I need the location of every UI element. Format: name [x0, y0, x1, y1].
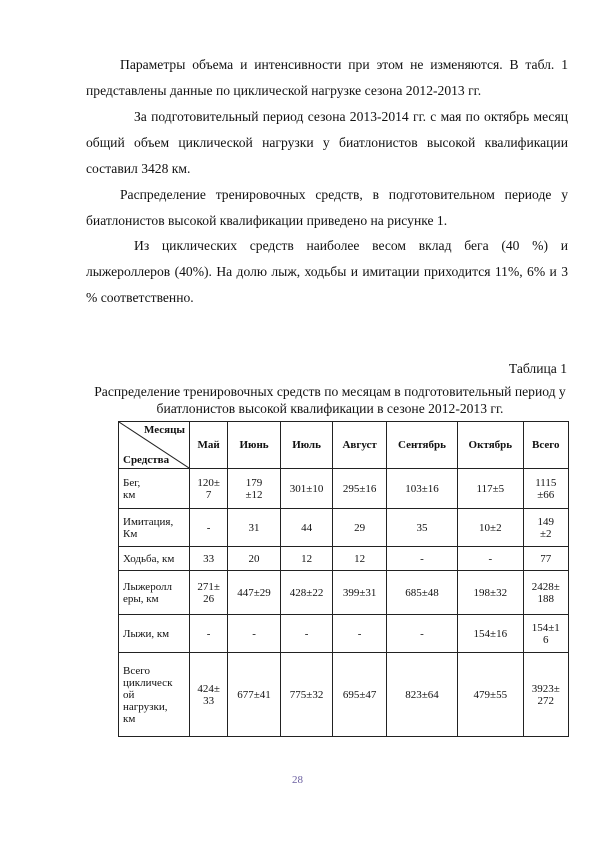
training-table [118, 421, 569, 737]
table-cell: 154±16 [458, 615, 523, 653]
table-cell: 103±16 [386, 469, 457, 509]
table-cell: 198±32 [458, 571, 523, 615]
paragraph-1: Параметры объема и интенсивности при этом не изменяются. В табл. 1 представлены данные по циклической нагрузке сезона 2012-2013 гг. [86, 57, 568, 98]
table-cell: 154±1 6 [523, 615, 568, 653]
table-caption: Распределение тренировочных средств по месяцам в подготовительный период у биатлонистов высокой квалификации в сезоне 2012-2013 гг. [94, 384, 566, 416]
corner-label-means: Средства [123, 454, 170, 466]
row-label: Лыжи, км [119, 615, 190, 653]
row-label: Всего циклическ ой нагрузки, км [119, 653, 190, 737]
table-cell: 29 [333, 509, 387, 547]
column-header: Всего [523, 422, 568, 469]
table-cell: - [458, 547, 523, 571]
column-header: Июнь [228, 422, 281, 469]
table-cell: 399±31 [333, 571, 387, 615]
table-cell: - [190, 615, 228, 653]
table-cell: 31 [228, 509, 281, 547]
table-cell: 447±29 [228, 571, 281, 615]
paragraph-4: Из циклических средств наиболее весом вклад бега (40 %) и лыжероллеров (40%). На долю лыж, ходьбы и имитации приходится 11%, 6% и 3 % соответственно. [86, 238, 568, 305]
table-cell: 677±41 [228, 653, 281, 737]
table-row [119, 547, 569, 571]
table-cell: - [190, 509, 228, 547]
table-cell: 44 [280, 509, 333, 547]
corner-label-months: Месяцы [143, 424, 185, 436]
table-cell: 823±64 [386, 653, 457, 737]
table-cell: 775±32 [280, 653, 333, 737]
column-header: Сентябрь [386, 422, 457, 469]
table-cell: - [386, 547, 457, 571]
table-cell: 295±16 [333, 469, 387, 509]
table-cell: 428±22 [280, 571, 333, 615]
table-cell: 479±55 [458, 653, 523, 737]
table-cell: 2428± 188 [523, 571, 568, 615]
row-label: Бег, км [119, 469, 190, 509]
table-cell: 685±48 [386, 571, 457, 615]
table-row [119, 571, 569, 615]
table-cell: 3923± 272 [523, 653, 568, 737]
row-label: Имитация, Км [119, 509, 190, 547]
table-row [119, 615, 569, 653]
table-cell: 20 [228, 547, 281, 571]
table-cell: 301±10 [280, 469, 333, 509]
table-cell: - [280, 615, 333, 653]
table-cell: 10±2 [458, 509, 523, 547]
table-row [119, 469, 569, 509]
table-cell: - [333, 615, 387, 653]
table-cell: 271± 26 [190, 571, 228, 615]
table-cell: 695±47 [333, 653, 387, 737]
table-cell: 33 [190, 547, 228, 571]
table-row [119, 509, 569, 547]
table-cell: 117±5 [458, 469, 523, 509]
column-header: Май [190, 422, 228, 469]
table-cell: 120± 7 [190, 469, 228, 509]
table-header-row [119, 422, 569, 469]
paragraph-2: За подготовительный период сезона 2013-2014 гг. с мая по октябрь месяц общий объем циклической нагрузки у биатлонистов высокой квалификации составил 3428 км. [86, 109, 568, 176]
paragraph-3: Распределение тренировочных средств, в подготовительном периоде у биатлонистов высокой квалификации приведено на рисунке 1. [86, 187, 568, 228]
row-label: Ходьба, км [119, 547, 190, 571]
row-label: Лыжеролл еры, км [119, 571, 190, 615]
column-header: Июль [280, 422, 333, 469]
table-row [119, 653, 569, 737]
table-cell: 1115 ±66 [523, 469, 568, 509]
table-corner-cell [119, 422, 190, 469]
table-cell: 12 [333, 547, 387, 571]
table-cell: 35 [386, 509, 457, 547]
column-header: Октябрь [458, 422, 523, 469]
table-cell: - [386, 615, 457, 653]
table-cell: 424± 33 [190, 653, 228, 737]
page-number: 28 [292, 774, 303, 786]
table-cell: - [228, 615, 281, 653]
column-header: Август [333, 422, 387, 469]
table-cell: 179 ±12 [228, 469, 281, 509]
table-cell: 12 [280, 547, 333, 571]
table-number: Таблица 1 [508, 361, 567, 376]
table-cell: 149 ±2 [523, 509, 568, 547]
table-cell: 77 [523, 547, 568, 571]
